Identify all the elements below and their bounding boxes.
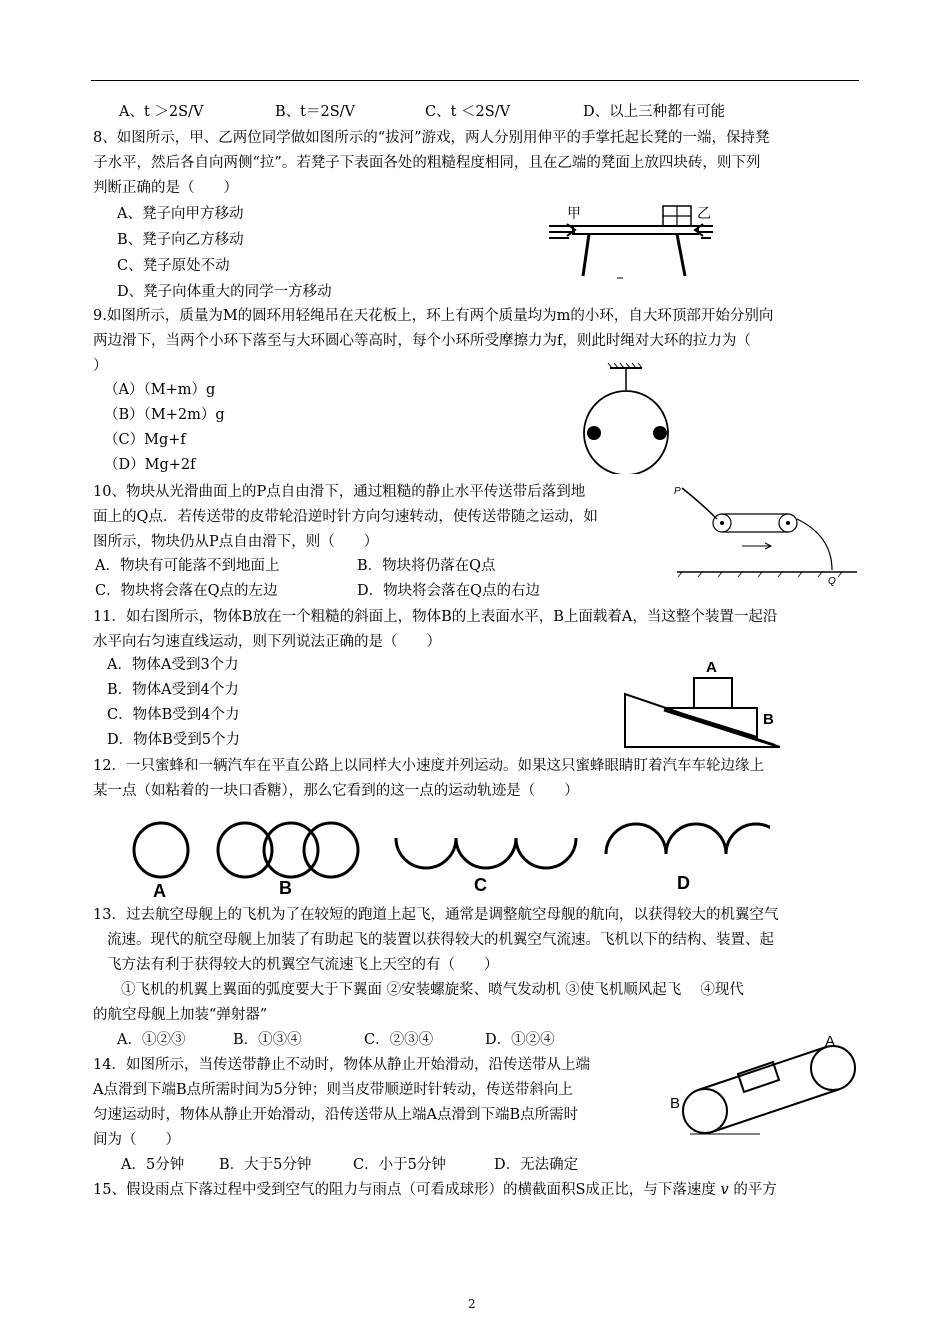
q9-line-1: 9.如图所示，质量为M的圆环用轻绳吊在天花板上，环上有两个质量均为m的小环，自大环顶部开始分别向 [93,308,774,324]
q12-trajectory-figure [125,814,770,900]
q10-line-1: 10、物块从光滑曲面上的P点自由滑下，通过粗糙的静止水平传送带后落到地 [93,484,586,500]
q8-option-a: A、凳子向甲方移动 [117,206,244,222]
q10-option-d: D．物块将会落在Q点的右边 [357,583,541,599]
q12-label-c: C [474,875,487,895]
q11-option-b: B．物体A受到4个力 [107,682,239,698]
q13-option-c: C．②③④ [364,1032,434,1048]
q12-label-b: B [279,878,292,898]
q8-right-hand [695,224,713,238]
q10-conveyor-figure [672,474,857,586]
header-rule [91,80,859,81]
q13-line-2: 流速。现代的航空母舰上加装了有助起飞的装置以获得较大的机翼空气流速。飞机以下的结构、装置、起 [107,932,774,948]
q9-option-a: （A）（M+m）g [104,382,216,398]
q12-label-a: A [153,881,166,900]
q9-small-ring-left [587,426,601,440]
q8-line-2: 子水平，然后各自向两侧“拉”。若凳子下表面各处的粗糙程度相同，且在乙端的凳面上放四块砖，则下列 [93,155,761,171]
q14-line-1: 14．如图所示，当传送带静止不动时，物体从静止开始滑动，沿传送带从上端 [93,1057,590,1073]
q10-line-3: 图所示，物块仍从P点自由滑下，则（ ） [93,534,379,550]
q8-option-c: C、凳子原处不动 [117,258,230,274]
q7-option-c: C、t ＜2S/V [425,104,511,120]
q8-fig-label-left: 甲 [567,205,581,221]
q8-line-1: 8、如图所示，甲、乙两位同学做如图所示的“拔河”游戏，两人分别用伸平的手掌托起长凳的一端，保持凳 [93,130,770,146]
q7-option-d: D、以上三种都有可能 [583,104,726,120]
q14-option-b: B．大于5分钟 [219,1157,312,1173]
q9-ring-figure [580,362,680,474]
q14-line-2: A点滑到下端B点所需时间为5分钟；则当皮带顺逆时针转动，传送带斜向上 [93,1082,573,1098]
q10-line-2: 面上的Q点．若传送带的皮带轮沿逆时针方向匀速转动，使传送带随之运动，如 [93,509,598,525]
q11-option-c: C．物体B受到4个力 [107,707,240,723]
q14-fig-label-a: A [825,1033,836,1050]
q13-line-4: ①飞机的机翼上翼面的弧度要大于下翼面 ②安装螺旋桨、喷气发动机 ③使飞机顺风起飞 ④现代 [121,982,744,998]
q14-belt-top [698,1047,826,1090]
q12-line-2: 某一点（如粘着的一块口香糖），那么它看到的这一点的运动轨迹是（ ） [93,783,579,799]
q14-option-d: D．无法确定 [494,1157,579,1173]
q8-line-3: 判断正确的是（ ） [93,180,238,196]
q10-curved-surface [682,488,717,519]
q14-option-c: C．小于5分钟 [353,1157,446,1173]
q11-option-a: A．物体A受到3个力 [107,657,239,673]
q8-bench-leg-left [583,234,589,276]
q14-option-a: A．5分钟 [121,1157,185,1173]
q10-option-a: A．物块有可能落不到地面上 [95,558,280,574]
q8-bench-figure [545,196,715,286]
q14-block [738,1062,779,1092]
q12-path-a [134,823,188,877]
q9-line-3: ） [93,358,108,374]
q11-option-d: D．物体B受到5个力 [107,732,241,748]
q10-fig-label-p: P [674,486,681,497]
q13-line-5: 的航空母舰上加装“弹射器” [93,1007,268,1023]
q12-path-d [606,824,770,854]
q14-belt-bottom [712,1089,840,1132]
q13-line-1: 13．过去航空母舰上的飞机为了在较短的跑道上起飞，通常是调整航空母舰的航向，以获得较大的机翼空气 [93,907,779,923]
q13-line-3: 飞方法有利于获得较大的机翼空气流速飞上天空的有（ ） [107,957,499,973]
q12-line-1: 12．一只蜜蜂和一辆汽车在平直公路上以同样大小速度并列运动。如果这只蜜蜂眼睛盯着汽车车轮边缘上 [93,758,764,774]
q8-option-b: B、凳子向乙方移动 [117,232,244,248]
q11-incline-figure [622,652,784,752]
q9-option-b: （B）（M+2m）g [104,407,225,423]
q11-fig-label-b: B [763,711,774,728]
page-number: 2 [468,1297,476,1311]
q12-label-d: D [677,873,690,893]
q11-fig-label-a: A [706,659,717,676]
q11-block-b [664,708,757,737]
q15-text-post: 的平方 [733,1182,777,1198]
q11-line-2: 水平向右匀速直线运动，则下列说法正确的是（ ） [93,634,441,650]
q10-fig-label-q: Q [828,576,836,586]
q13-option-d: D．①②④ [485,1032,555,1048]
q15-text-pre: 15、假设雨点下落过程中受到空气的阻力与雨点（可看成球形）的横截面积S成正比，与下落速度 [93,1182,716,1198]
q15-velocity-var: v [720,1182,729,1198]
q7-option-a: A、t ＞2S/V [119,104,204,120]
q8-fig-label-right: 乙 [697,205,711,221]
q15-line-1 [93,1181,777,1199]
q8-option-d: D、凳子向体重大的同学一方移动 [117,284,332,300]
q12-path-b-loop-3 [304,823,358,877]
q9-small-ring-right [653,426,667,440]
q9-line-2: 两边滑下，当两个小环下落至与大环圆心等高时，每个小环所受摩擦力为f，则此时绳对大环的拉力为（ [93,333,751,349]
q9-option-c: （C）Mg+f [104,432,186,448]
q14-pulley-b [683,1089,727,1133]
q13-option-b: B．①③④ [233,1032,302,1048]
q14-line-3: 匀速运动时，物体从静止开始滑动，沿传送带从上端A点滑到下端B点所需时 [93,1107,579,1123]
q10-option-b: B．物块将仍落在Q点 [357,558,496,574]
q8-left-hand [549,224,575,238]
q7-option-b: B、t＝2S/V [275,104,355,120]
q11-line-1: 11．如右图所示，物体B放在一个粗糙的斜面上，物体B的上表面水平，B上面载着A，当这整个装置一起沿 [93,609,778,625]
q12-path-c [396,838,576,868]
q13-option-a: A．①②③ [117,1032,186,1048]
q10-option-c: C．物块将会落在Q点的左边 [95,583,278,599]
q9-option-d: （D）Mg+2f [104,457,196,473]
q14-fig-label-b: B [670,1095,681,1112]
q14-pulley-a [811,1046,855,1090]
q14-incline-belt-figure [670,1028,858,1140]
q10-trajectory [797,519,832,570]
q8-bench-leg-right [677,234,685,276]
q14-line-4: 间为（ ） [93,1132,180,1148]
q11-block-a [694,678,732,708]
q8-bench-top [573,226,698,234]
